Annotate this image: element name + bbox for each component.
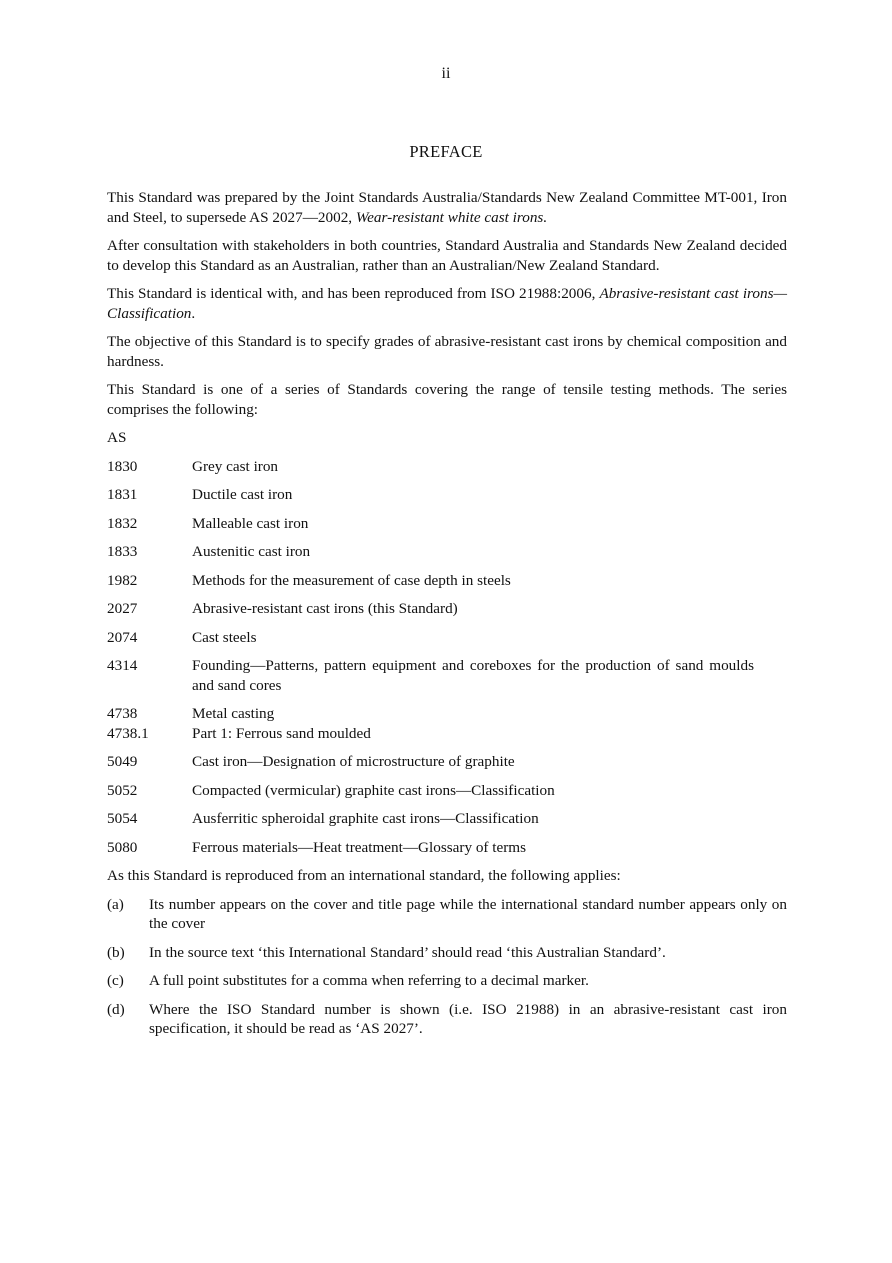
preface-heading: PREFACE	[409, 142, 483, 161]
applies-list-item	[107, 971, 787, 991]
standard-title: Part 1: Ferrous sand moulded	[192, 724, 371, 742]
applies-item-text: In the source text ‘this International Standard’ should read ‘this Australian Standard’.	[149, 943, 666, 961]
standard-title: Abrasive-resistant cast irons (this Standard)	[192, 600, 458, 617]
applies-item-text: Where the ISO Standard number is shown (i.e. ISO 21988) in an abrasive-resistant cast iron specification, it should be read as ‘AS 2027’.	[149, 1000, 787, 1037]
standard-number: 4738	[107, 705, 138, 722]
standard-title: Ausferritic spheroidal graphite cast irons—Classification	[192, 810, 539, 827]
standards-list-item	[107, 838, 787, 858]
applies-list-item	[107, 895, 787, 934]
standard-number: 1833	[107, 543, 138, 560]
standard-title: Methods for the measurement of case depth in steels	[192, 571, 511, 589]
preface-paragraph-2: After consultation with stakeholders in both countries, Standard Australia and Standards New Zealand decided to develop this Standard as an Australian, rather than an Australian/New Zealand Standard.	[107, 237, 787, 274]
standard-title: Malleable cast iron	[192, 514, 309, 532]
standards-list-item	[107, 704, 787, 724]
standard-title: Founding—Patterns, pattern equipment and coreboxes for the production of sand moulds and sand cores	[192, 657, 754, 694]
standards-list-item	[107, 628, 787, 648]
iso-title: Abrasive-resistant cast irons—Classification	[107, 285, 787, 322]
standards-list-item	[107, 571, 787, 591]
standards-list-item	[107, 724, 787, 744]
standard-number: 2027	[107, 600, 138, 617]
standard-number: 2074	[107, 628, 138, 646]
applies-item-letter: (c)	[107, 972, 124, 989]
preface-paragraph-4: The objective of this Standard is to specify grades of abrasive-resistant cast irons by chemical composition and hardness.	[107, 333, 787, 370]
standard-number: 5080	[107, 838, 138, 856]
standards-list	[107, 457, 787, 858]
paragraph-text: This Standard was prepared by the Joint Standards Australia/Standards New Zealand Committee MT-001, Iron and Steel, to supersede AS 2027—2002,	[107, 189, 787, 226]
applies-item-letter: (d)	[107, 1000, 125, 1018]
standards-list-item	[107, 752, 787, 772]
paragraph-text: This Standard is identical with, and has been reproduced from ISO 21988:2006,	[107, 285, 600, 302]
applies-list-item	[107, 1000, 787, 1039]
standards-list-item	[107, 457, 787, 477]
standards-list-item	[107, 485, 787, 505]
preface-paragraph-1	[107, 188, 787, 227]
page-number: ii	[441, 65, 451, 82]
standards-list-item	[107, 781, 787, 801]
standards-list-item	[107, 656, 787, 695]
standard-number: 5049	[107, 753, 138, 770]
applies-item-letter: (b)	[107, 943, 125, 961]
standard-number: 5054	[107, 810, 138, 827]
preface-paragraph-6: As this Standard is reproduced from an international standard, the following applies:	[107, 867, 621, 884]
standard-title: Ferrous materials—Heat treatment—Glossary of terms	[192, 838, 527, 856]
standard-number: 1832	[107, 514, 138, 532]
standards-list-item	[107, 514, 787, 534]
standard-title: Compacted (vermicular) graphite cast irons—Classification	[192, 781, 555, 799]
applies-item-text: A full point substitutes for a comma when referring to a decimal marker.	[149, 972, 589, 989]
standard-number: 4314	[107, 657, 138, 674]
applies-item-letter: (a)	[107, 895, 124, 913]
standard-number: 1982	[107, 571, 138, 589]
standard-title: Grey cast iron	[192, 457, 279, 475]
applies-list	[107, 895, 787, 1039]
preface-body	[107, 188, 787, 1048]
standards-list-item	[107, 809, 787, 829]
standards-list-item	[107, 599, 787, 619]
standard-number: 1831	[107, 486, 138, 503]
standard-title: Cast iron—Designation of microstructure of graphite	[192, 753, 515, 770]
as-series-label: AS	[107, 429, 127, 446]
applies-list-item	[107, 943, 787, 963]
applies-item-text: Its number appears on the cover and title page while the international standard number appears only on the cover	[149, 895, 787, 932]
standard-number: 1830	[107, 457, 138, 475]
preface-paragraph-5: This Standard is one of a series of Standards covering the range of tensile testing methods. The series comprises the following:	[107, 381, 787, 418]
standard-title: Ductile cast iron	[192, 486, 293, 503]
standard-number: 4738.1	[107, 724, 149, 742]
standards-list-item	[107, 542, 787, 562]
superseded-title: Wear-resistant white cast irons.	[355, 208, 548, 226]
standard-title: Metal casting	[192, 705, 275, 722]
standard-title: Cast steels	[192, 628, 257, 646]
preface-paragraph-3	[107, 284, 787, 323]
paragraph-text: .	[191, 304, 196, 322]
standard-number: 5052	[107, 781, 138, 799]
standard-title: Austenitic cast iron	[192, 543, 311, 560]
